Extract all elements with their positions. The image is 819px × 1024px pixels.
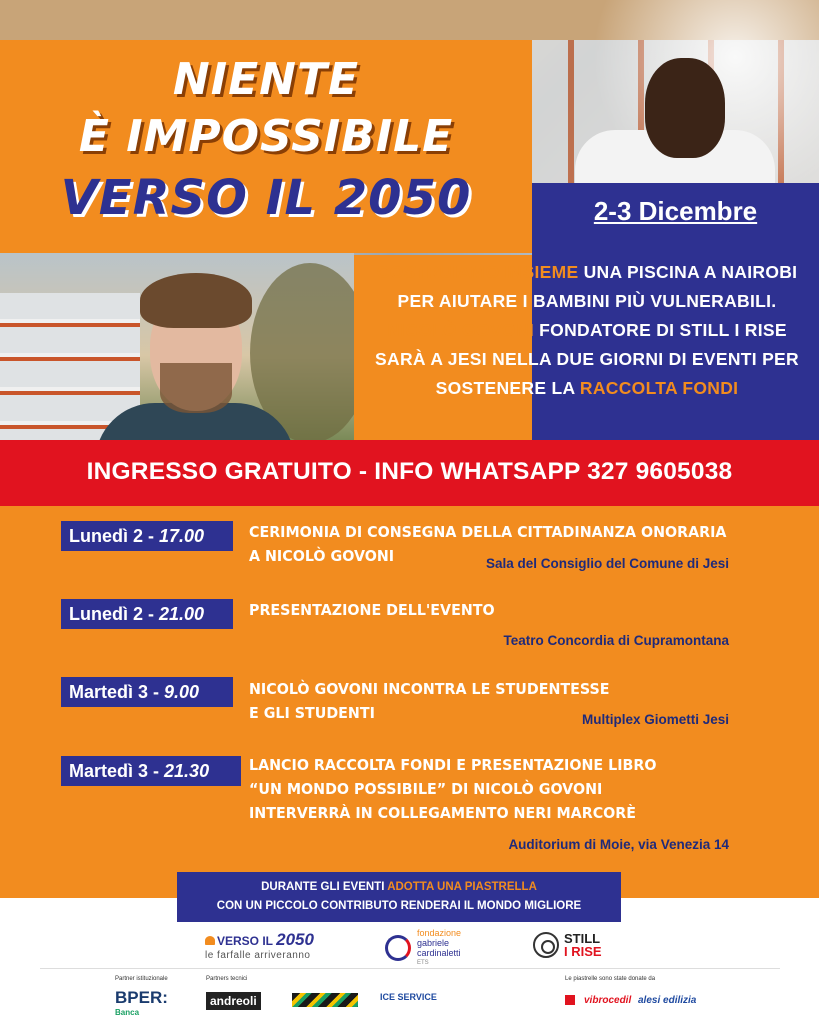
event-4-title-line-2: “UN MONDO POSSIBILE” DI NICOLÒ GOVONI: [249, 780, 603, 798]
event-4-time: 21.30: [164, 761, 210, 781]
donors-label: Le piastrelle sono state donate da: [565, 976, 656, 982]
bper-name: BPER:: [115, 988, 168, 1007]
event-3-title-line-2: E GLI STUDENTI: [249, 704, 375, 722]
event-3-title: [249, 677, 610, 725]
partner-istituzionale-label: Partner istituzionale: [115, 976, 168, 982]
fgc-line-2: gabriele: [417, 938, 450, 948]
bper-sub: Banca: [115, 1008, 140, 1017]
partners-tecnici-label: Partners tecnici: [206, 976, 248, 982]
v2050-num: 2050: [276, 930, 314, 949]
event-date: 2-3 Dicembre: [593, 196, 758, 226]
title-line-2: È IMPOSSIBILE: [78, 111, 454, 162]
desc-text-1: UNA PISCINA A NAIROBI PER AIUTARE I BAMBINI PIÙ VULNERABILI.: [397, 262, 798, 311]
cta-line-1: [177, 881, 621, 893]
fgc-line-1: fondazione: [417, 928, 462, 938]
portrait-photo: [0, 253, 354, 440]
event-1-title-line-1: CERIMONIA DI CONSEGNA DELLA CITTADINANZA ONORARIA: [249, 523, 727, 541]
fgc-line-4: ETS: [417, 960, 429, 966]
vibrocedil-mark-icon: [565, 995, 575, 1005]
bper-logo: [115, 988, 168, 1017]
cta-line-2: CON UN PICCOLO CONTRIBUTO RENDERAI IL MONDO MIGLIORE: [216, 900, 582, 912]
event-2-time: 21.00: [159, 604, 205, 624]
footer-divider: [40, 968, 780, 969]
event-1-day: Lunedì 2 -: [69, 526, 159, 546]
fgc-line-3: cardinaletti: [417, 948, 461, 958]
tech-partner-logo: [292, 993, 358, 1007]
butterfly-icon: [205, 936, 215, 945]
desc-highlight-1: COSTRUIAMO INSIEME: [376, 262, 579, 282]
event-2-place: Teatro Concordia di Cupramontana: [503, 633, 729, 648]
event-4-title: [249, 753, 657, 825]
sir-line-2: I RISE: [564, 944, 602, 959]
iceservice-logo: ICE SERVICE: [380, 992, 437, 1002]
desc-text-2: FONDATORE DI STILL I RISE SARÀ A JESI NELLA DUE GIORNI DI EVENTI PER SOSTENERE LA: [375, 320, 799, 398]
event-3-label: [61, 677, 233, 707]
alesi-edilizia-logo: alesi edilizia: [638, 995, 697, 1006]
cta-highlight: ADOTTA UNA PIASTRELLA: [387, 881, 537, 893]
event-1-place: Sala del Consiglio del Comune di Jesi: [485, 556, 729, 571]
event-1-time: 17.00: [159, 526, 205, 546]
event-4-day: Martedì 3 -: [69, 761, 165, 781]
event-4-title-line-3: INTERVERRÀ IN COLLEGAMENTO NERI MARCORÈ: [249, 804, 637, 822]
description: [362, 258, 812, 403]
title-line-1: NIENTE: [172, 54, 360, 105]
cta-pre: DURANTE GLI EVENTI: [261, 881, 388, 893]
fondazione-mark-icon: [385, 935, 411, 961]
event-4-label: [61, 756, 241, 786]
event-2-title: [249, 598, 495, 622]
event-3-time: 9.00: [164, 682, 200, 702]
event-3-place: Multiplex Giometti Jesi: [581, 712, 729, 727]
event-2-title-line-1: PRESENTAZIONE DELL'EVENTO: [249, 601, 495, 619]
v2050-tagline: le farfalle arriveranno: [205, 950, 311, 961]
sir-line-1: STILL: [564, 931, 601, 946]
verso-il-2050-logo: [205, 930, 317, 961]
event-3-title-line-1: NICOLÒ GOVONI INCONTRA LE STUDENTESSE: [249, 680, 610, 698]
event-1-title-line-2: A NICOLÒ GOVONI: [249, 547, 395, 565]
event-4-place: Auditorium di Moie, via Venezia 14: [508, 837, 729, 852]
call-to-action-box: [177, 872, 621, 922]
event-4-title-line-1: LANCIO RACCOLTA FONDI E PRESENTAZIONE LIBRO: [249, 756, 657, 774]
event-3-day: Martedì 3 -: [69, 682, 165, 702]
v2050-pre: VERSO IL: [217, 934, 277, 948]
event-2-day: Lunedì 2 -: [69, 604, 159, 624]
still-i-rise-mark-icon: [533, 932, 559, 958]
andreoli-logo: andreoli: [206, 992, 261, 1010]
title-line-3: VERSO IL 2050: [60, 170, 472, 226]
desc-highlight-3: RACCOLTA FONDI: [579, 378, 739, 398]
desc-highlight-2: NICOLÒ GOVONI: [387, 320, 534, 340]
event-2-label: [61, 599, 233, 629]
vibrocedil-logo: vibrocedil: [584, 995, 632, 1006]
fondazione-cardinaletti-logo: [385, 928, 461, 968]
event-1-label: [61, 521, 233, 551]
still-i-rise-logo: [533, 932, 602, 958]
info-banner-text: INGRESSO GRATUITO - INFO WHATSAPP 327 9605038: [86, 458, 733, 485]
